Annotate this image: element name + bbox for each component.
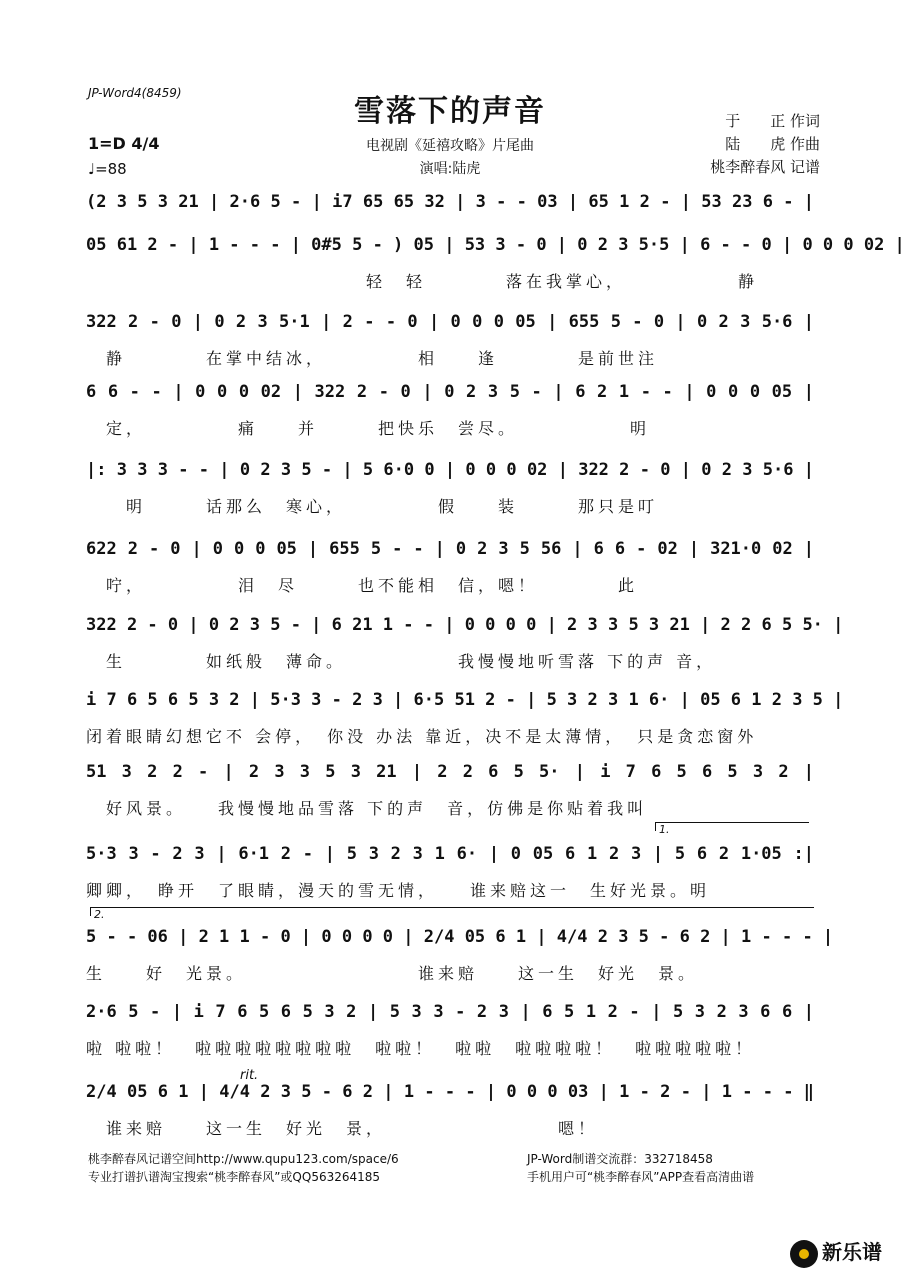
song-subtitle: 电视剧《延禧攻略》片尾曲 xyxy=(366,138,534,154)
key-signature: 1=D 4/4 xyxy=(88,134,160,153)
notation-line: |: 3 3 3 - - | 0 2 3 5 - | 5 6·0 0 | 0 0 0 02 | 322 2 - 0 | 0 2 3 5·6 | xyxy=(86,460,814,480)
notation-line: 5·3 3 - 2 3 | 6·1 2 - | 5 3 2 3 1 6· | 0 05 6 1 2 3 | 5 6 2 1·05 :| xyxy=(86,844,814,864)
volta-1-label: 1. xyxy=(655,822,809,831)
transcriber-credit: 桃李醉春风 记谱 xyxy=(710,158,820,176)
singer-credit: 演唱:陆虎 xyxy=(419,161,481,177)
notation-line: 322 2 - 0 | 0 2 3 5 - | 6 21 1 - - | 0 0 0 0 | 2 3 3 5 3 21 | 2 2 6 5 5· | xyxy=(86,615,844,635)
notation-line: 2·6 5 - | i 7 6 5 6 5 3 2 | 5 3 3 - 2 3 | 6 5 1 2 - | 5 3 2 3 6 6 | xyxy=(86,1002,814,1022)
notation-line: 622 2 - 0 | 0 0 0 05 | 655 5 - - | 0 2 3 5 56 | 6 6 - 02 | 321·0 02 | xyxy=(86,539,814,559)
song-title: 雪落下的声音 xyxy=(354,94,546,129)
lyric-line: 啦 啦啦！ 啦啦啦啦啦啦啦啦 啦啦！ 啦啦 啦啦啦啦！ 啦啦啦啦啦！ xyxy=(86,1039,756,1058)
lyric-line: 定， 痛 并 把快乐 尝尽。 明 xyxy=(86,419,651,438)
lyricist-credit: 于 正 作词 xyxy=(725,112,820,130)
lyric-line: 咛， 泪 尽 也不能相 信，嗯！ 此 xyxy=(86,576,639,595)
notation-line: 51 3 2 2 - | 2 3 3 5 3 21 | 2 2 6 5 5· | i 7 6 5 6 5 3 2 | xyxy=(86,762,814,782)
vinyl-icon xyxy=(790,1240,818,1268)
composer-credit: 陆 虎 作曲 xyxy=(725,135,820,153)
notation-line: (2 3 5 3 21 | 2·6 5 - | i7 65 65 32 | 3 - - 03 | 65 1 2 - | 53 23 6 - | xyxy=(86,192,814,212)
notation-line: 2/4 05 6 1 | 4/4 2 3 5 - 6 2 | 1 - - - | 0 0 0 03 | 1 - 2 - | 1 - - - ‖ xyxy=(86,1082,814,1102)
lyric-line: 生 如纸般 薄命。 我慢慢地听雪落 下的声 音， xyxy=(86,652,717,671)
lyric-line: 生 好 光景。 谁来赔 这一生 好光 景。 xyxy=(86,964,699,983)
notation-line: 05 61 2 - | 1 - - - | 0#5 5 - ) 05 | 53 3 - 0 | 0 2 3 5·5 | 6 - - 0 | 0 0 0 02 | xyxy=(86,235,905,255)
site-logo xyxy=(790,1236,882,1268)
notation-line: 6 6 - - | 0 0 0 02 | 322 2 - 0 | 0 2 3 5 - | 6 2 1 - - | 0 0 0 05 | xyxy=(86,382,814,402)
footer-right-2: 手机用户可“桃李醉春风”APP查看高清曲谱 xyxy=(527,1170,755,1184)
volta-2 xyxy=(90,907,814,921)
tempo-mark: ♩=88 xyxy=(88,160,127,178)
software-label: JP-Word4(8459) xyxy=(88,86,182,100)
ritardando-mark: rit. xyxy=(240,1068,259,1083)
notation-line: i 7 6 5 6 5 3 2 | 5·3 3 - 2 3 | 6·5 51 2 - | 5 3 2 3 1 6· | 05 6 1 2 3 5 | xyxy=(86,690,844,710)
footer-left-2: 专业打谱扒谱淘宝搜索“桃李醉春风”或QQ563264185 xyxy=(88,1170,381,1184)
volta-1 xyxy=(655,822,809,836)
lyric-line: 轻 轻 落在我掌心， 静 xyxy=(86,272,759,291)
lyric-line: 谁来赔 这一生 好光 景， 嗯！ xyxy=(86,1119,599,1138)
lyric-line: 闭着眼睛幻想它不 会停， 你没 办法 靠近，决不是太薄情， 只是贪恋窗外 xyxy=(86,727,758,746)
lyric-line: 静 在掌中结冰， 相 逢 是前世注 xyxy=(86,349,659,368)
notation-line: 322 2 - 0 | 0 2 3 5·1 | 2 - - 0 | 0 0 0 05 | 655 5 - 0 | 0 2 3 5·6 | xyxy=(86,312,814,332)
lyric-line: 明 话那么 寒心， 假 装 那只是叮 xyxy=(86,497,659,516)
volta-2-label: 2. xyxy=(90,907,814,916)
lyric-line: 好风景。 我慢慢地品雪落 下的声 音，仿佛是你贴着我叫 xyxy=(86,799,648,818)
lyric-line: 卿卿， 睁开 了眼睛，漫天的雪无情， 谁来赔这一 生好光景。明 xyxy=(86,881,711,900)
footer-left-1: 桃李醉春风记谱空间http://www.qupu123.com/space/6 xyxy=(88,1152,399,1166)
notation-line: 5 - - 06 | 2 1 1 - 0 | 0 0 0 0 | 2/4 05 6 1 | 4/4 2 3 5 - 6 2 | 1 - - - | xyxy=(86,927,834,947)
logo-text: 新乐谱 xyxy=(822,1240,882,1264)
footer-right-1: JP-Word制谱交流群：332718458 xyxy=(527,1152,713,1166)
